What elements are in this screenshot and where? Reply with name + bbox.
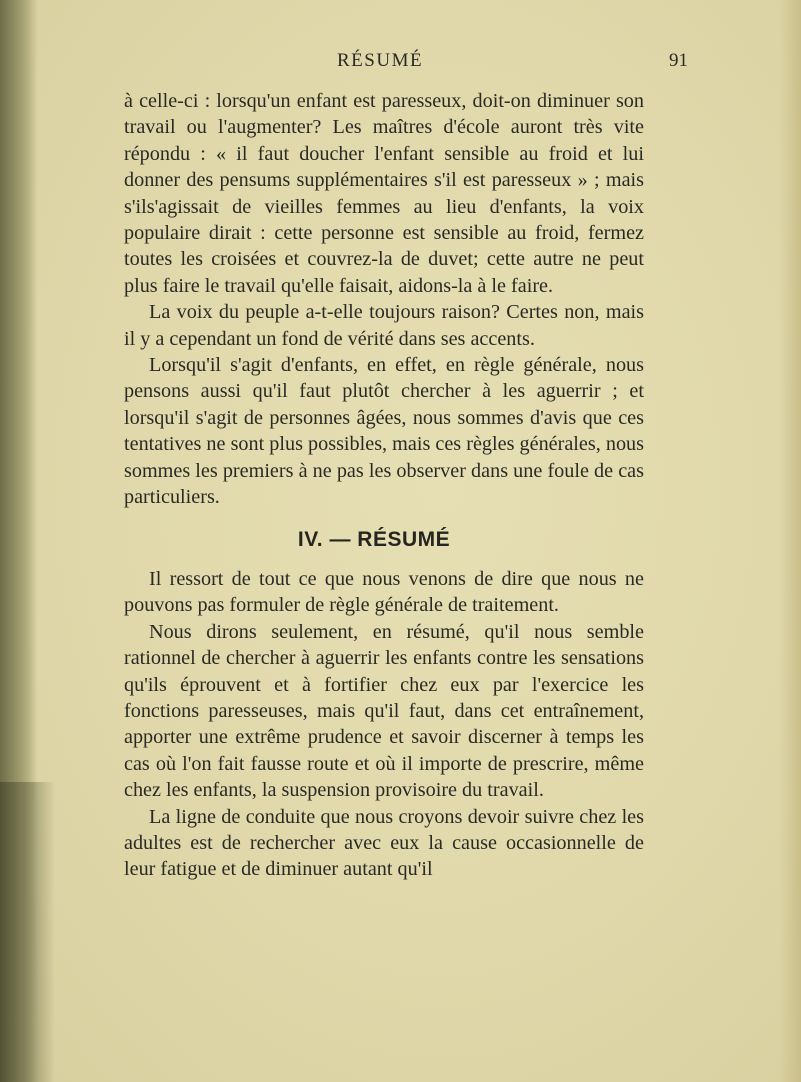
page-right-edge	[779, 0, 801, 1082]
page-number: 91	[669, 50, 688, 71]
running-title: RÉSUMÉ	[337, 50, 424, 71]
paragraph: Il ressort de tout ce que nous venons de dire que nous ne pouvons pas formuler de règle générale de traitement.	[124, 567, 644, 617]
page-spine-dark-corner	[0, 782, 55, 1082]
paragraph: La voix du peuple a-t-elle toujours raison? Certes non, mais il y a cependant un fond de vérité dans ses accents.	[124, 301, 644, 350]
paragraph: Nous dirons seulement, en résumé, qu'il nous semble rationnel de chercher à aguerrir les enfants contre les sensations qu'ils éprouvent et à fortifier chez eux par l'exercice les fonctions paresseuses, mais qu'il faut, dans cet entraînement, apporter une extrême prudence et savoir discerner à temps les cas où l'on fait fausse route et où il importe de prescrire, même chez les enfants, la suspension provisoire du travail.	[124, 620, 644, 802]
body-text	[124, 88, 644, 883]
paragraph: La ligne de conduite que nous croyons devoir suivre chez les adultes est de rechercher avec eux la cause occasionnelle de leur fatigue et de diminuer autant qu'il	[124, 805, 644, 881]
paragraph: à celle-ci : lorsqu'un enfant est paresseux, doit-on diminuer son travail ou l'augmenter? Les maîtres d'école auront très vite répondu : « il faut doucher l'enfant sensible au froid et lui donner des pensums supplémentaires s'il est paresseux » ; mais s'ils'agissait de vieilles femmes au lieu d'enfants, la voix populaire dirait : cette personne est sensible au froid, fermez toutes les croisées et couvrez-la de duvet; cette autre ne peut plus faire le travail qu'elle faisait, aidons-la à le faire.	[124, 90, 644, 297]
paragraph: Lorsqu'il s'agit d'enfants, en effet, en règle générale, nous pensons aussi qu'il faut plutôt chercher à les aguerrir ; et lorsqu'il s'agit de personnes âgées, nous sommes d'avis que ces tentatives ne sont plus possibles, mais ces règles générales, nous sommes les premiers à ne pas les observer dans une foule de cas particuliers.	[124, 354, 644, 509]
section-heading: IV. — RÉSUMÉ	[297, 527, 451, 551]
page-header	[100, 50, 700, 80]
